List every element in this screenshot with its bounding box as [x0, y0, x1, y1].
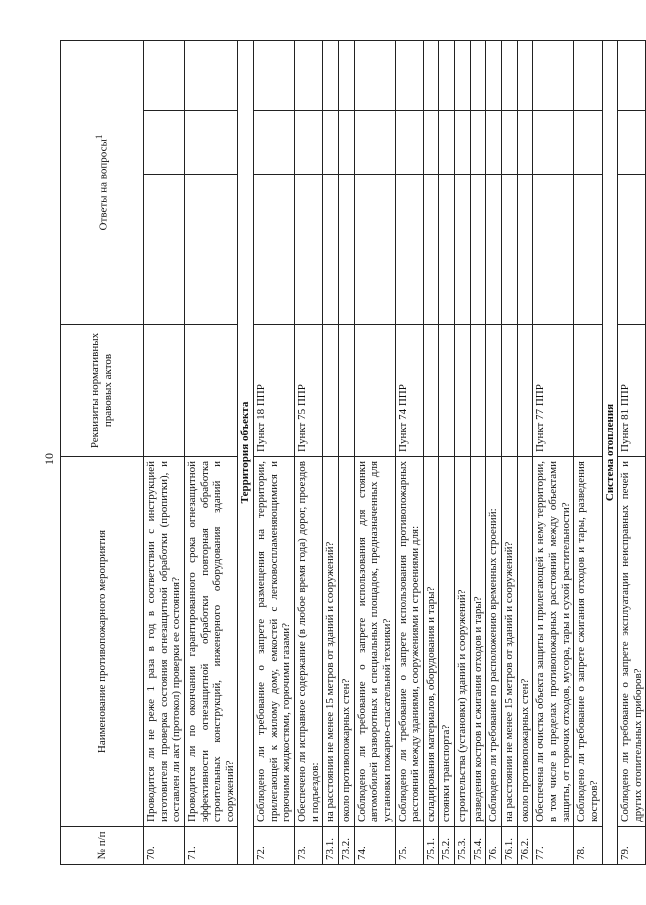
- table-row: [254, 40, 295, 864]
- row-requisite: [517, 325, 533, 457]
- row-number: 70.: [144, 827, 185, 865]
- row-requisite: [502, 325, 518, 457]
- answer-cell[interactable]: [354, 111, 395, 175]
- answer-cell[interactable]: [486, 111, 502, 175]
- answer-cell[interactable]: [395, 175, 423, 325]
- answer-cell[interactable]: [533, 175, 574, 325]
- row-question: складирования материалов, оборудования и тары?: [423, 457, 439, 827]
- section-row: [602, 40, 618, 864]
- row-number: 73.1.: [323, 827, 339, 865]
- row-question: около противопожарных стен?: [338, 457, 354, 827]
- answer-cell[interactable]: [184, 40, 238, 110]
- row-requisite: [323, 325, 339, 457]
- answer-cell[interactable]: [323, 111, 339, 175]
- table-row: [354, 40, 395, 864]
- answer-cell[interactable]: [517, 111, 533, 175]
- answer-cell[interactable]: [574, 111, 602, 175]
- row-requisite: Пункт 18 ППР: [254, 325, 295, 457]
- table-row: [455, 40, 471, 864]
- answer-cell[interactable]: [455, 40, 471, 110]
- header-name: Наименование противопожарного мероприятия: [61, 457, 144, 827]
- row-number: 76.: [486, 827, 502, 865]
- answer-cell[interactable]: [354, 175, 395, 325]
- answer-cell[interactable]: [254, 40, 295, 110]
- table-row: [517, 40, 533, 864]
- answer-cell[interactable]: [395, 111, 423, 175]
- row-question: Обеспечена ли очистка объекта защиты и прилегающей к нему территории, в том числе в пределах противопожарных расстояний между объектами защиты, от горючих отходов, мусора, тары и сухой растительности?: [533, 457, 574, 827]
- row-requisite: [470, 325, 486, 457]
- row-question: Проводится ли по окончании гарантированного срока огнезащитной эффективности огнезащитной обработки повторная обработка строительных конструкций, инженерного оборудования зданий и сооружений?: [184, 457, 238, 827]
- row-question: Соблюдено ли требование о запрете эксплуатации неисправных печей и других отопительных приборов?: [618, 457, 646, 827]
- table-row: [323, 40, 339, 864]
- answer-cell[interactable]: [423, 111, 439, 175]
- row-question: на расстоянии не менее 15 метров от зданий и сооружений?: [502, 457, 518, 827]
- row-requisite: Пункт 81 ППР: [618, 325, 646, 457]
- answer-cell[interactable]: [533, 40, 574, 110]
- row-question: Соблюдено ли требование о запрете размещения на территории, прилегающей к жилому дому, емкостей с легковоспламеняющимися и горючими жидкостями, горючими газами?: [254, 457, 295, 827]
- answer-cell[interactable]: [470, 40, 486, 110]
- row-requisite: [439, 325, 455, 457]
- answer-cell[interactable]: [354, 40, 395, 110]
- answer-cell[interactable]: [502, 40, 518, 110]
- row-requisite: [423, 325, 439, 457]
- answer-cell[interactable]: [144, 111, 185, 175]
- row-number: 72.: [254, 827, 295, 865]
- answer-cell[interactable]: [574, 40, 602, 110]
- row-question: на расстоянии не менее 15 метров от зданий и сооружений?: [323, 457, 339, 827]
- header-requisites: Реквизиты нормативных правовых актов: [61, 325, 144, 457]
- row-number: 75.2.: [439, 827, 455, 865]
- header-answers: Ответы на вопросы$^1$: [61, 40, 144, 324]
- answer-cell[interactable]: [295, 175, 323, 325]
- table-body: [144, 40, 646, 864]
- row-number: 71.: [184, 827, 238, 865]
- row-number: 76.2.: [517, 827, 533, 865]
- table-row: [618, 40, 646, 864]
- answer-cell[interactable]: [486, 175, 502, 325]
- row-number: 73.2.: [338, 827, 354, 865]
- table-row: [423, 40, 439, 864]
- table-row: [338, 40, 354, 864]
- row-number: 75.1.: [423, 827, 439, 865]
- table-row: [439, 40, 455, 864]
- answer-cell[interactable]: [144, 40, 185, 110]
- answer-cell[interactable]: [295, 40, 323, 110]
- row-requisite: [455, 325, 471, 457]
- answer-cell[interactable]: [517, 40, 533, 110]
- row-number: 74.: [354, 827, 395, 865]
- row-requisite: [354, 325, 395, 457]
- row-question: около противопожарных стен?: [517, 457, 533, 827]
- answer-cell[interactable]: [439, 111, 455, 175]
- answer-cell[interactable]: [338, 175, 354, 325]
- answer-cell[interactable]: [254, 175, 295, 325]
- answer-cell[interactable]: [423, 40, 439, 110]
- table-row: [470, 40, 486, 864]
- row-requisite: [486, 325, 502, 457]
- answer-cell[interactable]: [323, 175, 339, 325]
- page-number: 10: [42, 453, 56, 465]
- row-number: 76.1.: [502, 827, 518, 865]
- row-number: 79.: [618, 827, 646, 865]
- answer-cell[interactable]: [618, 40, 646, 110]
- row-requisite: Пункт 74 ППР: [395, 325, 423, 457]
- row-requisite: [574, 325, 602, 457]
- answer-cell[interactable]: [439, 40, 455, 110]
- row-requisite: Пункт 75 ППР: [295, 325, 323, 457]
- row-question: Обеспечено ли исправное содержание (в любое время года) дорог, проездов и подъездов:: [295, 457, 323, 827]
- row-question: Соблюдено ли требование о запрете использования противопожарных расстояний между зданиями, сооружениями и строениями для:: [395, 457, 423, 827]
- answer-cell[interactable]: [295, 111, 323, 175]
- table-row: [184, 40, 238, 864]
- row-question: Проводится ли не реже 1 раза в год в соответствии с инструкцией изготовителя проверка состояния огнезащитной обработки (пропитки), и составлен ли акт (протокол) проверки ее состояния?: [144, 457, 185, 827]
- answer-cell[interactable]: [323, 40, 339, 110]
- answer-cell[interactable]: [486, 40, 502, 110]
- table-row: [295, 40, 323, 864]
- answer-cell[interactable]: [395, 40, 423, 110]
- row-number: 73.: [295, 827, 323, 865]
- answer-cell[interactable]: [144, 175, 185, 325]
- row-requisite: [184, 325, 238, 457]
- answer-cell[interactable]: [184, 175, 238, 325]
- row-question: строительства (установки) зданий и сооружений?: [455, 457, 471, 827]
- row-question: Соблюдено ли требование по расположению временных строений:: [486, 457, 502, 827]
- answer-cell[interactable]: [254, 111, 295, 175]
- header-num: № п/п: [61, 827, 144, 865]
- section-title: Территория объекта: [238, 40, 254, 864]
- answer-cell[interactable]: [455, 111, 471, 175]
- table-row: [533, 40, 574, 864]
- row-number: 75.3.: [455, 827, 471, 865]
- answer-cell[interactable]: [533, 111, 574, 175]
- answer-cell[interactable]: [574, 175, 602, 325]
- table-row: [486, 40, 502, 864]
- table-row: [502, 40, 518, 864]
- row-number: 75.: [395, 827, 423, 865]
- row-number: 75.4.: [470, 827, 486, 865]
- table-row: [574, 40, 602, 864]
- row-requisite: Пункт 77 ППР: [533, 325, 574, 457]
- row-requisite: [338, 325, 354, 457]
- answer-cell[interactable]: [338, 40, 354, 110]
- answer-cell[interactable]: [439, 175, 455, 325]
- row-question: Соблюдено ли требование о запрете использования для стоянки автомобилей разворотных и специальных площадок, предназначенных для установки пожарно-спасательной техники?: [354, 457, 395, 827]
- table-row: [144, 40, 185, 864]
- answer-cell[interactable]: [470, 111, 486, 175]
- row-question: стоянки транспорта?: [439, 457, 455, 827]
- checklist-table: [60, 40, 646, 865]
- row-requisite: [144, 325, 185, 457]
- row-question: Соблюдено ли требование о запрете сжигания отходов и тары, разведения костров?: [574, 457, 602, 827]
- answer-cell[interactable]: [618, 111, 646, 175]
- answer-cell[interactable]: [184, 111, 238, 175]
- answer-cell[interactable]: [618, 175, 646, 325]
- answer-cell[interactable]: [470, 175, 486, 325]
- answer-cell[interactable]: [423, 175, 439, 325]
- answer-cell[interactable]: [502, 111, 518, 175]
- table-header-row: [61, 40, 144, 864]
- answer-cell[interactable]: [338, 111, 354, 175]
- row-number: 78.: [574, 827, 602, 865]
- answer-cell[interactable]: [517, 175, 533, 325]
- table-row: [395, 40, 423, 864]
- section-title: Система отопления: [602, 40, 618, 864]
- row-number: 77.: [533, 827, 574, 865]
- answer-cell[interactable]: [455, 175, 471, 325]
- answer-cell[interactable]: [502, 175, 518, 325]
- section-row: [238, 40, 254, 864]
- row-question: разведения костров и сжигания отходов и тары?: [470, 457, 486, 827]
